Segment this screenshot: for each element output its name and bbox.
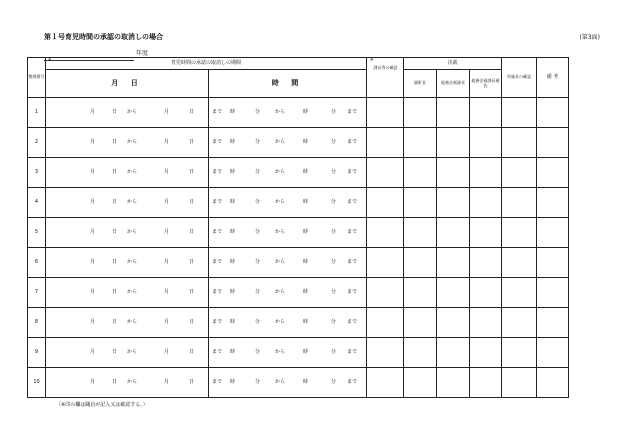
row-label-month: 月 bbox=[164, 288, 170, 295]
confirm-cell[interactable] bbox=[367, 188, 404, 218]
row-label-from: から bbox=[127, 138, 138, 145]
table-row bbox=[28, 128, 569, 158]
row-label-until: まで bbox=[347, 228, 358, 235]
vice-mayor-seal-cell[interactable] bbox=[404, 128, 437, 158]
row-number: 4 bbox=[28, 188, 46, 218]
row-label-hour: 時 bbox=[303, 198, 309, 205]
row-label-month: 月 bbox=[90, 318, 96, 325]
planning-assistant-seal-cell[interactable] bbox=[470, 218, 502, 248]
row-label-minute: 分 bbox=[255, 348, 261, 355]
dept-confirm-cell[interactable] bbox=[502, 128, 537, 158]
row-label-hour: 時 bbox=[303, 138, 309, 145]
confirm-cell[interactable] bbox=[367, 98, 404, 128]
row-label-hour: 時 bbox=[303, 258, 309, 265]
row-label-hour: 時 bbox=[230, 108, 236, 115]
remarks-cell[interactable] bbox=[537, 98, 569, 128]
time-range-cell[interactable] bbox=[209, 98, 367, 128]
row-label-until: まで bbox=[212, 138, 223, 145]
row-label-month: 月 bbox=[90, 108, 96, 115]
row-label-from: から bbox=[275, 198, 286, 205]
remarks-cell[interactable] bbox=[537, 188, 569, 218]
date-range-cell[interactable] bbox=[46, 308, 223, 338]
page-title: 第１号育児時間の承認の取消しの場合 bbox=[44, 33, 163, 41]
vice-mayor-seal-cell[interactable] bbox=[404, 368, 437, 398]
confirm-cell[interactable] bbox=[367, 368, 404, 398]
remarks-cell[interactable] bbox=[537, 368, 569, 398]
row-label-day: 日 bbox=[112, 258, 118, 265]
dept-confirm-cell[interactable] bbox=[502, 248, 537, 278]
vice-mayor-seal-cell[interactable] bbox=[404, 98, 437, 128]
header-period-group: 育児時間の承認の取消しの期間 bbox=[170, 59, 241, 66]
planning-assistant-seal-cell[interactable] bbox=[470, 188, 502, 218]
row-label-from: から bbox=[275, 288, 286, 295]
row-number: 5 bbox=[28, 218, 46, 248]
dept-confirm-cell[interactable] bbox=[502, 278, 537, 308]
header-remarks: 備 考 bbox=[537, 58, 569, 98]
row-label-from: から bbox=[127, 348, 138, 355]
row-label-until: まで bbox=[212, 378, 223, 385]
row-label-minute: 分 bbox=[331, 168, 337, 175]
row-label-month: 月 bbox=[90, 258, 96, 265]
vice-mayor-seal-cell[interactable] bbox=[404, 248, 437, 278]
row-label-hour: 時 bbox=[303, 348, 309, 355]
row-label-until: まで bbox=[347, 198, 358, 205]
confirm-cell[interactable] bbox=[367, 248, 404, 278]
header-reg-no: 整理番号 bbox=[28, 58, 46, 98]
row-label-month: 月 bbox=[164, 108, 170, 115]
row-label-hour: 時 bbox=[230, 378, 236, 385]
time-range-cell[interactable] bbox=[209, 368, 367, 398]
row-label-minute: 分 bbox=[331, 258, 337, 265]
row-number: 1 bbox=[28, 98, 46, 128]
row-label-day: 日 bbox=[189, 378, 195, 385]
row-label-month: 月 bbox=[90, 228, 96, 235]
row-label-day: 日 bbox=[189, 318, 195, 325]
remarks-cell[interactable] bbox=[537, 308, 569, 338]
row-label-from: から bbox=[127, 378, 138, 385]
row-label-minute: 分 bbox=[255, 288, 261, 295]
row-label-month: 月 bbox=[90, 378, 96, 385]
remarks-cell[interactable] bbox=[537, 278, 569, 308]
row-label-until: まで bbox=[347, 288, 358, 295]
row-label-month: 月 bbox=[164, 258, 170, 265]
row-label-day: 日 bbox=[112, 288, 118, 295]
row-label-minute: 分 bbox=[331, 228, 337, 235]
row-label-minute: 分 bbox=[255, 108, 261, 115]
row-label-month: 月 bbox=[164, 198, 170, 205]
date-range-cell[interactable] bbox=[46, 218, 223, 248]
planning-head-seal-cell[interactable] bbox=[437, 248, 470, 278]
planning-head-seal-cell[interactable] bbox=[437, 278, 470, 308]
time-range-cell[interactable] bbox=[209, 188, 367, 218]
confirm-cell[interactable] bbox=[367, 308, 404, 338]
row-label-from: から bbox=[275, 138, 286, 145]
mark-confirm: ※ bbox=[370, 57, 374, 62]
row-label-hour: 時 bbox=[303, 108, 309, 115]
date-range-cell[interactable] bbox=[46, 158, 223, 188]
row-label-month: 月 bbox=[90, 348, 96, 355]
year-label: 年度 bbox=[136, 50, 149, 57]
table-row bbox=[28, 308, 569, 338]
row-label-hour: 時 bbox=[230, 198, 236, 205]
vice-mayor-seal-cell[interactable] bbox=[404, 338, 437, 368]
row-number: 9 bbox=[28, 338, 46, 368]
header-dept-confirm: 所属長の確認 bbox=[502, 58, 537, 98]
row-label-until: まで bbox=[212, 288, 223, 295]
planning-assistant-seal-cell[interactable] bbox=[470, 128, 502, 158]
date-range-cell[interactable] bbox=[46, 188, 223, 218]
row-label-until: まで bbox=[212, 258, 223, 265]
row-label-until: まで bbox=[347, 348, 358, 355]
planning-assistant-seal-cell[interactable] bbox=[470, 308, 502, 338]
row-label-day: 日 bbox=[112, 318, 118, 325]
row-label-hour: 時 bbox=[230, 258, 236, 265]
row-label-day: 日 bbox=[112, 138, 118, 145]
row-label-day: 日 bbox=[112, 348, 118, 355]
date-range-cell[interactable] bbox=[46, 338, 223, 368]
row-label-from: から bbox=[275, 108, 286, 115]
row-number: 3 bbox=[28, 158, 46, 188]
row-label-until: まで bbox=[347, 318, 358, 325]
row-label-month: 月 bbox=[90, 288, 96, 295]
row-label-from: から bbox=[275, 318, 286, 325]
row-label-until: まで bbox=[212, 168, 223, 175]
row-label-minute: 分 bbox=[255, 228, 261, 235]
row-label-from: から bbox=[127, 108, 138, 115]
time-range-cell[interactable] bbox=[209, 308, 367, 338]
confirm-cell[interactable] bbox=[367, 218, 404, 248]
row-label-hour: 時 bbox=[303, 288, 309, 295]
vice-mayor-seal-cell[interactable] bbox=[404, 308, 437, 338]
row-label-hour: 時 bbox=[230, 348, 236, 355]
dept-confirm-cell[interactable] bbox=[502, 188, 537, 218]
row-label-from: から bbox=[275, 168, 286, 175]
dept-confirm-cell[interactable] bbox=[502, 98, 537, 128]
date-range-cell[interactable] bbox=[46, 278, 223, 308]
date-range-cell[interactable] bbox=[46, 128, 223, 158]
row-label-from: から bbox=[127, 288, 138, 295]
time-range-cell[interactable] bbox=[209, 218, 367, 248]
row-label-hour: 時 bbox=[303, 228, 309, 235]
row-label-from: から bbox=[127, 228, 138, 235]
vice-mayor-seal-cell[interactable] bbox=[404, 278, 437, 308]
row-label-minute: 分 bbox=[331, 378, 337, 385]
row-label-until: まで bbox=[212, 198, 223, 205]
dept-confirm-cell[interactable] bbox=[502, 338, 537, 368]
confirm-cell[interactable] bbox=[367, 278, 404, 308]
table-row bbox=[28, 98, 569, 128]
vice-mayor-seal-cell[interactable] bbox=[404, 188, 437, 218]
row-label-until: まで bbox=[212, 348, 223, 355]
time-range-cell[interactable] bbox=[209, 128, 367, 158]
row-label-hour: 時 bbox=[303, 378, 309, 385]
row-label-day: 日 bbox=[189, 168, 195, 175]
row-label-minute: 分 bbox=[331, 318, 337, 325]
planning-head-seal-cell[interactable] bbox=[437, 98, 470, 128]
row-label-until: まで bbox=[347, 378, 358, 385]
row-number: 10 bbox=[28, 368, 46, 398]
header-month-day: 月 日 bbox=[46, 70, 209, 98]
row-label-day: 日 bbox=[189, 228, 195, 235]
row-label-hour: 時 bbox=[303, 168, 309, 175]
row-label-from: から bbox=[127, 168, 138, 175]
row-label-day: 日 bbox=[112, 228, 118, 235]
planning-head-seal-cell[interactable] bbox=[437, 368, 470, 398]
remarks-cell[interactable] bbox=[537, 338, 569, 368]
row-number: 7 bbox=[28, 278, 46, 308]
row-label-from: から bbox=[275, 258, 286, 265]
row-label-day: 日 bbox=[189, 288, 195, 295]
row-number: 6 bbox=[28, 248, 46, 278]
row-label-from: から bbox=[127, 258, 138, 265]
form-number: (第3面) bbox=[579, 34, 600, 41]
row-label-until: まで bbox=[212, 228, 223, 235]
row-label-hour: 時 bbox=[303, 318, 309, 325]
header-section-confirm: 課長等の確認 bbox=[373, 65, 398, 70]
row-label-day: 日 bbox=[112, 108, 118, 115]
row-label-minute: 分 bbox=[331, 138, 337, 145]
time-range-cell[interactable] bbox=[209, 158, 367, 188]
header-time: 時 間 bbox=[209, 70, 367, 98]
table-row bbox=[28, 158, 569, 188]
row-label-minute: 分 bbox=[331, 348, 337, 355]
time-range-cell[interactable] bbox=[209, 338, 367, 368]
vice-mayor-seal-cell[interactable] bbox=[404, 158, 437, 188]
row-label-until: まで bbox=[347, 258, 358, 265]
planning-assistant-seal-cell[interactable] bbox=[470, 248, 502, 278]
row-label-from: から bbox=[275, 378, 286, 385]
row-label-until: まで bbox=[347, 168, 358, 175]
row-label-minute: 分 bbox=[255, 168, 261, 175]
header-decision: 決裁 bbox=[404, 58, 502, 70]
row-number: 2 bbox=[28, 128, 46, 158]
row-label-until: まで bbox=[212, 108, 223, 115]
planning-assistant-seal-cell[interactable] bbox=[470, 98, 502, 128]
row-number: 8 bbox=[28, 308, 46, 338]
row-label-day: 日 bbox=[189, 258, 195, 265]
planning-assistant-seal-cell[interactable] bbox=[470, 278, 502, 308]
remarks-cell[interactable] bbox=[537, 218, 569, 248]
row-label-minute: 分 bbox=[255, 378, 261, 385]
row-label-minute: 分 bbox=[255, 138, 261, 145]
date-range-cell[interactable] bbox=[46, 248, 223, 278]
remarks-cell[interactable] bbox=[537, 128, 569, 158]
table-row bbox=[28, 248, 569, 278]
row-label-month: 月 bbox=[164, 168, 170, 175]
planning-assistant-seal-cell[interactable] bbox=[470, 158, 502, 188]
row-label-month: 月 bbox=[90, 168, 96, 175]
time-range-cell[interactable] bbox=[209, 248, 367, 278]
planning-assistant-seal-cell[interactable] bbox=[470, 368, 502, 398]
cancellation-table bbox=[27, 57, 569, 398]
header-vice-mayor: 副町長 bbox=[404, 70, 437, 98]
planning-head-seal-cell[interactable] bbox=[437, 338, 470, 368]
footnote: （※印の欄は職員が記入又は確認する。） bbox=[56, 402, 148, 408]
dept-confirm-cell[interactable] bbox=[502, 218, 537, 248]
row-label-hour: 時 bbox=[230, 318, 236, 325]
table-row bbox=[28, 218, 569, 248]
row-label-minute: 分 bbox=[331, 288, 337, 295]
row-label-day: 日 bbox=[189, 138, 195, 145]
row-label-day: 日 bbox=[189, 198, 195, 205]
row-label-day: 日 bbox=[112, 168, 118, 175]
row-label-month: 月 bbox=[164, 318, 170, 325]
vice-mayor-seal-cell[interactable] bbox=[404, 218, 437, 248]
row-label-minute: 分 bbox=[255, 258, 261, 265]
row-label-hour: 時 bbox=[230, 228, 236, 235]
remarks-cell[interactable] bbox=[537, 158, 569, 188]
row-label-from: から bbox=[127, 318, 138, 325]
row-label-month: 月 bbox=[90, 198, 96, 205]
table-row bbox=[28, 368, 569, 398]
row-label-month: 月 bbox=[164, 348, 170, 355]
dept-confirm-cell[interactable] bbox=[502, 158, 537, 188]
planning-head-seal-cell[interactable] bbox=[437, 218, 470, 248]
confirm-cell[interactable] bbox=[367, 128, 404, 158]
row-label-from: から bbox=[275, 348, 286, 355]
planning-head-seal-cell[interactable] bbox=[437, 128, 470, 158]
row-label-until: まで bbox=[347, 108, 358, 115]
row-label-until: まで bbox=[347, 138, 358, 145]
row-label-day: 日 bbox=[112, 378, 118, 385]
table-row bbox=[28, 188, 569, 218]
confirm-cell[interactable] bbox=[367, 338, 404, 368]
row-label-from: から bbox=[275, 228, 286, 235]
row-label-minute: 分 bbox=[331, 108, 337, 115]
row-label-from: から bbox=[127, 198, 138, 205]
dept-confirm-cell[interactable] bbox=[502, 368, 537, 398]
row-label-day: 日 bbox=[112, 198, 118, 205]
date-range-cell[interactable] bbox=[46, 98, 223, 128]
planning-assistant-seal-cell[interactable] bbox=[470, 338, 502, 368]
row-label-month: 月 bbox=[164, 228, 170, 235]
row-label-hour: 時 bbox=[230, 138, 236, 145]
confirm-cell[interactable] bbox=[367, 158, 404, 188]
planning-head-seal-cell[interactable] bbox=[437, 308, 470, 338]
header-planning-head: 総務企画課長 bbox=[437, 70, 470, 98]
date-range-cell[interactable] bbox=[46, 368, 223, 398]
dept-confirm-cell[interactable] bbox=[502, 308, 537, 338]
row-label-minute: 分 bbox=[331, 198, 337, 205]
planning-head-seal-cell[interactable] bbox=[437, 158, 470, 188]
row-label-month: 月 bbox=[90, 138, 96, 145]
row-label-until: まで bbox=[212, 318, 223, 325]
row-label-month: 月 bbox=[164, 378, 170, 385]
header-planning-assistant: 総務企画課長補佐 bbox=[470, 70, 502, 98]
row-label-minute: 分 bbox=[255, 198, 261, 205]
row-label-day: 日 bbox=[189, 348, 195, 355]
row-label-hour: 時 bbox=[230, 288, 236, 295]
remarks-cell[interactable] bbox=[537, 248, 569, 278]
mark-period: ※ bbox=[48, 57, 52, 62]
table-row bbox=[28, 338, 569, 368]
row-label-month: 月 bbox=[164, 138, 170, 145]
planning-head-seal-cell[interactable] bbox=[437, 188, 470, 218]
time-range-cell[interactable] bbox=[209, 278, 367, 308]
row-label-minute: 分 bbox=[255, 318, 261, 325]
row-label-hour: 時 bbox=[230, 168, 236, 175]
row-label-day: 日 bbox=[189, 108, 195, 115]
table-row bbox=[28, 278, 569, 308]
